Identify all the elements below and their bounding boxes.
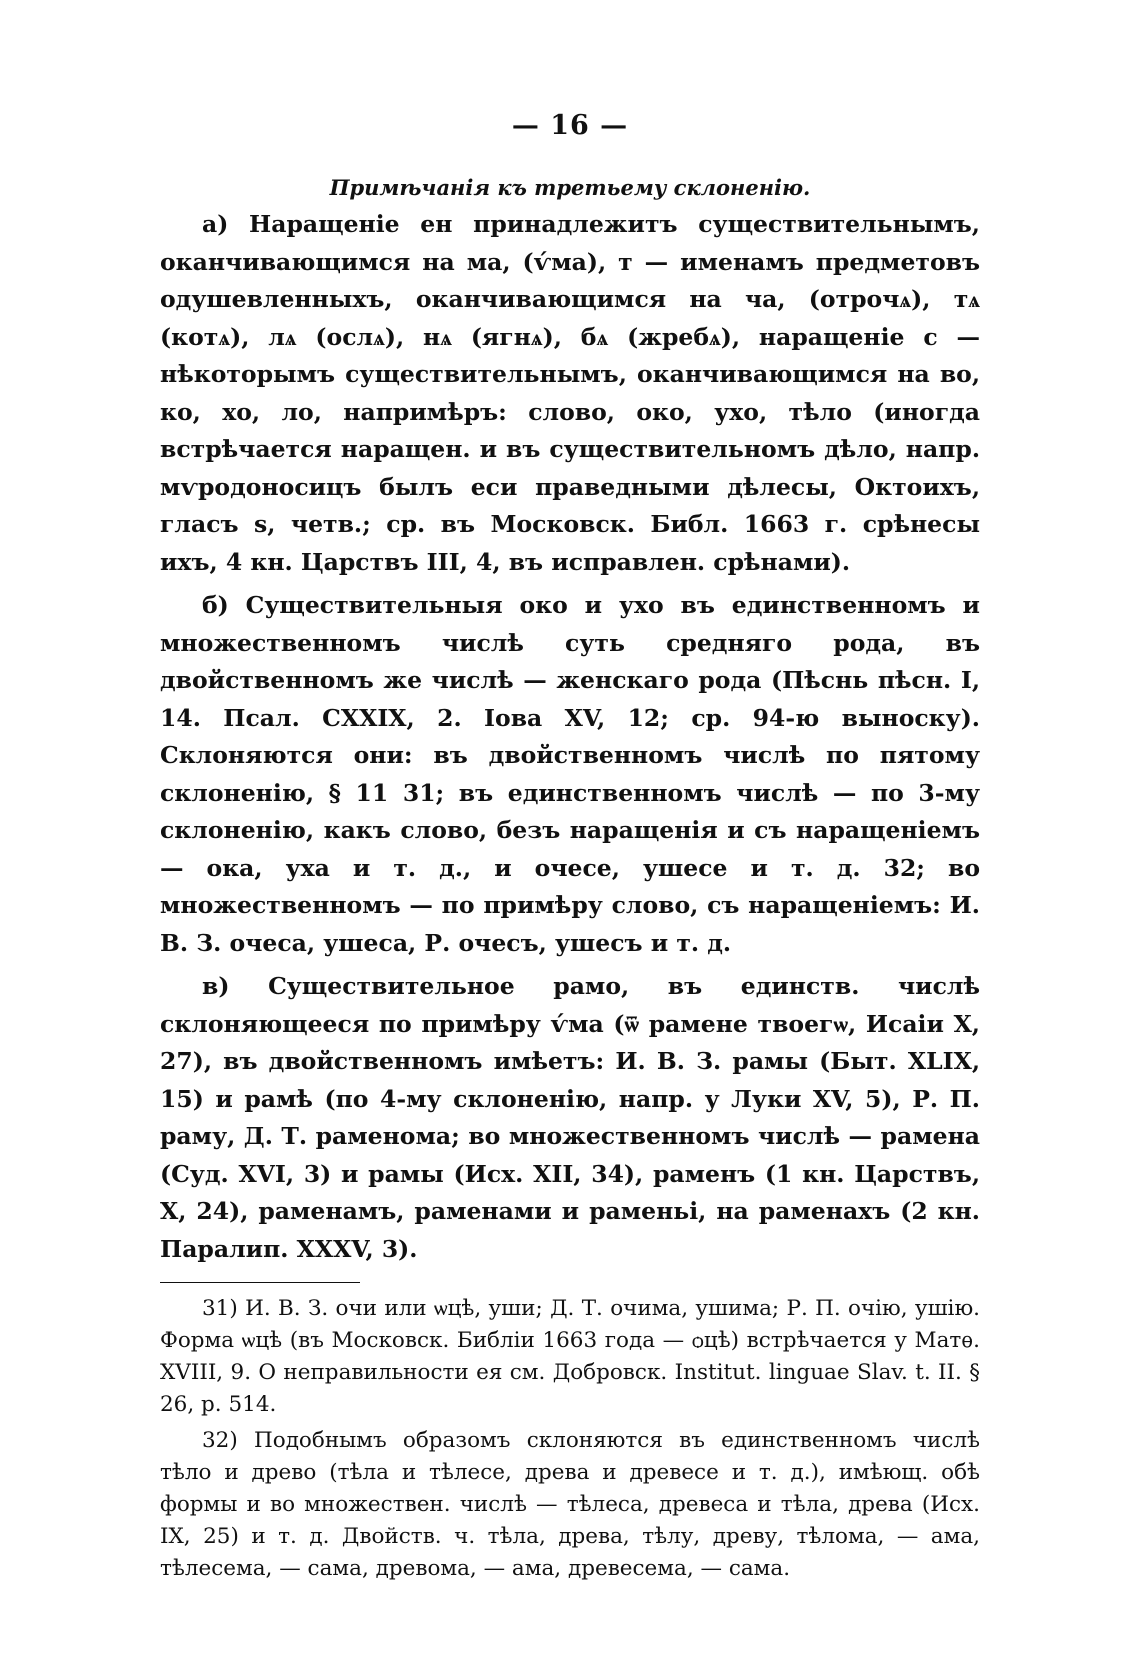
paragraph-text: Существительныя око и ухо въ единственномъ и множественномъ числѣ суть средняго рода, въ двойственномъ же числѣ — женскаго рода (Пѣснь пѣсн. I, 14. Псал. CXXIX, 2. Іова XV, 12; ср. 94-ю выноску). Склоняются они: въ двойственномъ числѣ по пятому склоненію, § 11 31; въ единственномъ числѣ — по 3-му склоненію, какъ слово, безъ наращенія и съ наращеніемъ — ока, уха и т. д., и очесе, ушесе и т. д. 32; во множественномъ — по примѣру слово, съ наращеніемъ: И. В. З. очеса, ушеса, Р. очесъ, ушесъ и т. д. [160, 591, 980, 957]
paragraph-a [160, 206, 980, 581]
paragraph-label: в) [202, 972, 230, 1000]
paragraph-c [160, 968, 980, 1268]
page-content [160, 110, 980, 1589]
page-number: — 16 — [511, 110, 629, 141]
paragraph-label: a) [202, 210, 229, 238]
footnote-text: Подобнымъ образомъ склоняются въ единственномъ числѣ тѣло и древо (тѣла и тѣлесе, древа и древесе и т. д.), имѣющ. обѣ формы и во множествен. числѣ — тѣлеса, древеса и тѣла, древа (Исх. IX, 25) и т. д. Двойств. ч. тѣла, древа, тѣлу, древу, тѣлома, — ама, тѣлесема, — сама, древома, — ама, древесема, — сама. [160, 1428, 980, 1581]
footnote-31 [160, 1293, 980, 1421]
footnote-divider [160, 1282, 360, 1283]
footnote-marker: 32) [202, 1428, 238, 1453]
footnote-text: И. В. З. очи или ѡцѣ, уши; Д. Т. очима, ушима; Р. П. очію, ушію. Форма ѡцѣ (въ Московск. Библіи 1663 года — ѻцѣ) встрѣчается у Матѳ. XVIII, 9. О неправильности ея см. Добровск. Institut. linguae Slav. t. II. § 26, p. 514. [160, 1296, 980, 1417]
paragraph-label: б) [202, 591, 229, 619]
footnote-32 [160, 1425, 980, 1585]
paragraph-text: Наращеніе ен принадлежитъ существительнымъ, оканчивающимся на ма, (ѵ́ма), т — именамъ предметовъ одушевленныхъ, оканчивающимся на ча, (отрочѧ), тѧ (котѧ), лѧ (ослѧ), нѧ (ягнѧ), бѧ (жребѧ), наращеніе с — нѣкоторымъ существительнымъ, оканчивающимся на во, ко, хо, ло, напримѣръ: слово, око, ухо, тѣло (иногда встрѣчается наращен. и въ существительномъ дѣло, напр. мѵродоносицъ былъ еси праведными дѣлесы, Октоихъ, гласъ ѕ, четв.; ср. въ Московск. Библ. 1663 г. срѣнесы ихъ, 4 кн. Царствъ III, 4, въ исправлен. срѣнами). [160, 210, 980, 576]
paragraph-b [160, 587, 980, 962]
footnote-marker: 31) [202, 1296, 238, 1321]
paragraph-text: Существительное рамо, въ единств. числѣ склоняющееся по примѣру ѵ́ма (ѿ рамене твоегѡ, Исаіи X, 27), въ двойственномъ имѣетъ: И. В. З. рамы (Быт. XLIX, 15) и рамѣ (по 4-му склоненію, напр. у Луки XV, 5), Р. П. раму, Д. Т. раменома; во множественномъ числѣ — рамена (Суд. XVI, 3) и рамы (Исх. XII, 34), раменъ (1 кн. Царствъ, X, 24), раменамъ, раменами и раменьі, на раменахъ (2 кн. Паралип. XXXV, 3). [160, 972, 981, 1263]
section-title: Примѣчанія къ третьему склоненію. [329, 175, 811, 200]
